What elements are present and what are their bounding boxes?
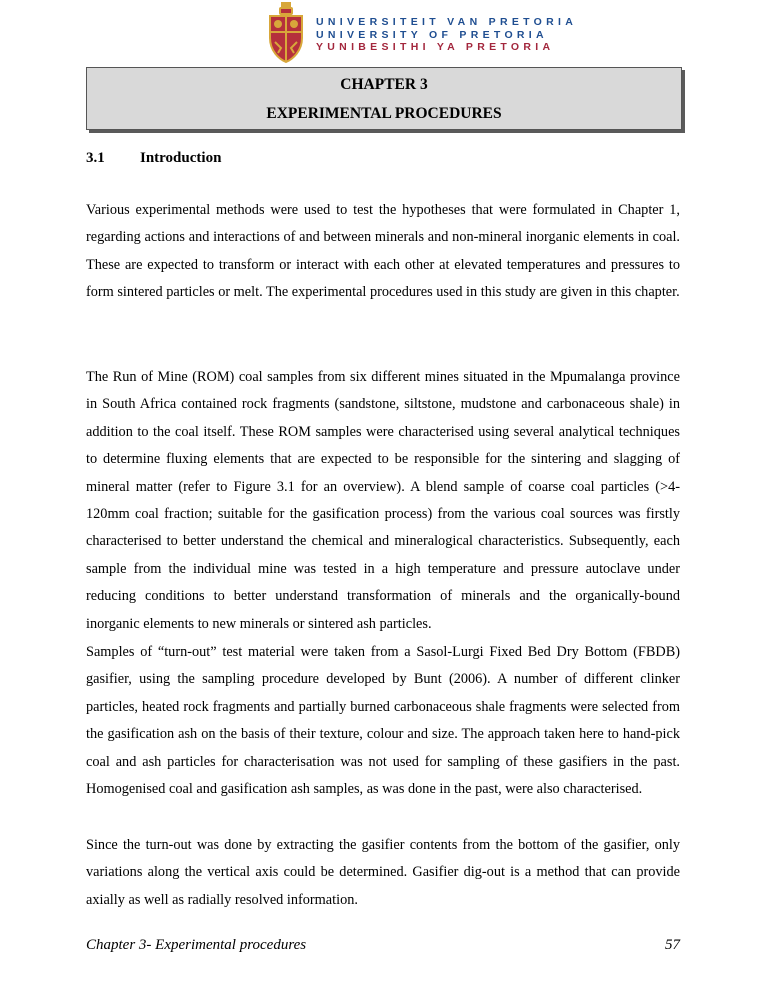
paragraph-4: Since the turn-out was done by extracting the gasifier contents from the bottom of the gasifier, only variations along the vertical axis could be determined. Gasifier dig-out is a method that can provide axially as well as radially resolved information. xyxy=(86,837,680,908)
section-title: Introduction xyxy=(140,150,222,166)
university-name-afrikaans: UNIVERSITEIT VAN PRETORIA xyxy=(316,16,578,28)
paragraph-2: The Run of Mine (ROM) coal samples from six different mines situated in the Mpumalanga province in South Africa contained rock fragments (sandstone, siltstone, mudstone and carbonaceous shale) in addition to the coal itself. These ROM samples were characterised using several analytical techniques to determine fluxing elements that are expected to be responsible for the sintering and slagging of mineral matter (refer to Figure 3.1 for an overview). A blend sample of coarse coal particles (>4-120mm coal fraction; suitable for the gasification process) from the various coal sources was firstly characterised to better understand the chemical and mineralogical characteristics. Subsequently, each sample from the individual mine was tested in a high temperature and pressure autoclave under reducing conditions to better understand transformation of minerals and the organically-bound inorganic elements to new minerals or sintered ash particles. xyxy=(86,369,680,632)
page-header xyxy=(0,0,768,64)
university-name-sepedi: YUNIBESITHI YA PRETORIA xyxy=(316,41,555,53)
section-number: 3.1 xyxy=(86,150,105,166)
paragraph-1: Various experimental methods were used to test the hypotheses that were formulated in Chapter 1, regarding actions and interactions of and between minerals and non-mineral inorganic elements in coal. These are expected to transform or interact with each other at elevated temperatures and pressures to form sintered particles or melt. The experimental procedures used in this study are given in this chapter. xyxy=(86,202,680,301)
page-footer xyxy=(86,937,680,954)
page-number: 57 xyxy=(665,937,680,953)
university-name-block xyxy=(316,16,577,54)
university-name-english: UNIVERSITY OF PRETORIA xyxy=(316,28,548,41)
university-crest-icon xyxy=(266,2,306,64)
chapter-title: EXPERIMENTAL PROCEDURES xyxy=(266,105,502,122)
chapter-number: CHAPTER 3 xyxy=(340,76,428,93)
footer-chapter-label: Chapter 3- Experimental procedures xyxy=(86,937,307,953)
chapter-title-box xyxy=(86,67,682,130)
paragraph-3: Samples of “turn-out” test material were taken from a Sasol-Lurgi Fixed Bed Dry Bottom (FBDB) gasifier, using the sampling procedure developed by Bunt (2006). A number of different clinker particles, heated rock fragments and partially burned carbonaceous shale fragments were selected from the gasification ash on the basis of their texture, colour and size. The approach taken here to hand-pick coal and ash particles for characterisation was not used for sampling of these gasifiers in the past. Homogenised coal and gasification ash samples, as was done in the past, were also characterised. xyxy=(86,644,680,798)
